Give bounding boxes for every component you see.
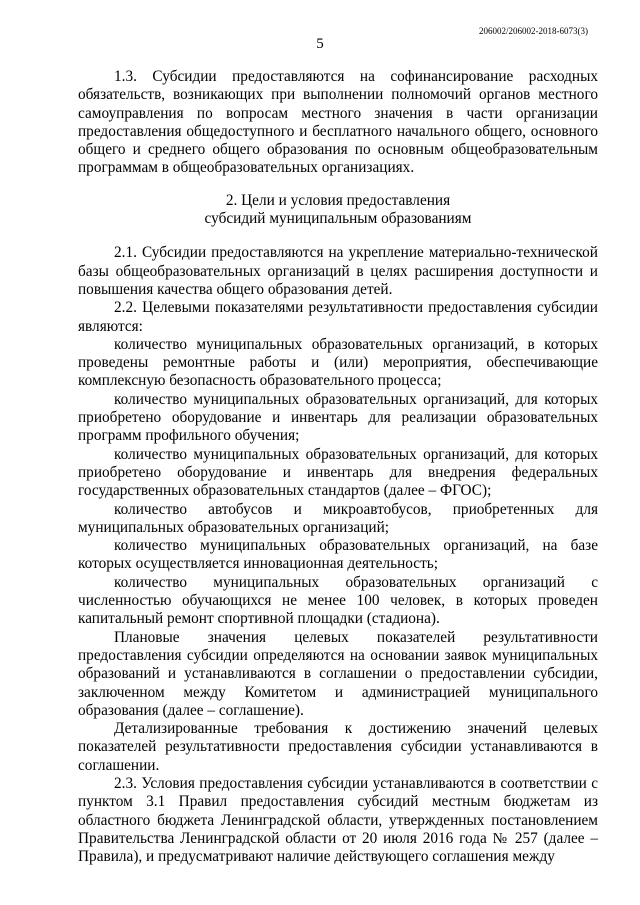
indicator-item: количество муниципальных образовательных организаций, для которых приобретено оборудование и инвентарь для внедрения федеральных государственных образовательных стандартов (далее – ФГОС); xyxy=(78,445,598,500)
section-heading xyxy=(78,192,598,229)
indicator-item: количество муниципальных образовательных организаций с численностью обучающихся не менее 100 человек, в которых проведен капитальный ремонт спортивной площадки (стадиона). xyxy=(78,573,598,628)
page-number: 5 xyxy=(316,36,324,52)
paragraph-2-1: 2.1. Субсидии предоставляются на укрепление материально-технической базы общеобразовательных организаций в целях расширения доступности и повышения качества общего образования детей. xyxy=(78,244,598,298)
document-code: 206002/206002-2018-6073(3) xyxy=(479,26,588,36)
indicator-item: количество муниципальных образовательных организаций, в которых проведены ремонтные работы и (или) мероприятия, обеспечивающие комплексную безопасность образовательного процесса; xyxy=(78,335,598,390)
section-heading-line-2: субсидий муниципальным образованиям xyxy=(204,210,472,228)
document-body xyxy=(78,68,598,866)
indicator-item: количество муниципальных образовательных организаций, для которых приобретено оборудование и инвентарь для реализации образовательных программ профильного обучения; xyxy=(78,390,598,445)
indicator-item: количество автобусов и микроавтобусов, приобретенных для муниципальных образовательных организаций; xyxy=(78,500,598,536)
section-heading-line-1: 2. Цели и условия предоставления xyxy=(225,191,451,209)
paragraph-1-3: 1.3. Субсидии предоставляются на софинансирование расходных обязательств, возникающих при выполнении полномочий органов местного самоуправления по вопросам местного значения в части организации предоставления общедоступного и бесплатного начального общего, основного общего и среднего общего образования по основным общеобразовательным программам в общеобразовательных организациях. xyxy=(78,68,598,177)
paragraph-2-3: 2.3. Условия предоставления субсидии устанавливаются в соответствии с пунктом 3.1 Правил предоставления субсидий местным бюджетам из областного бюджета Ленинградской области, утвержденных постановлением Правительства Ленинградской области от 20 июля 2016 года № 257 (далее – Правила), и предусматривают наличие действующего соглашения между xyxy=(78,774,598,866)
detailed-requirements-paragraph: Детализированные требования к достижению значений целевых показателей результативности предоставления субсидии устанавливаются в соглашении. xyxy=(78,720,598,774)
paragraph-2-2: 2.2. Целевыми показателями результативности предоставления субсидии являются: xyxy=(78,299,598,335)
planned-values-paragraph: Плановые значения целевых показателей результативности предоставления субсидии определяются на основании заявок муниципальных образований и устанавливаются в соглашении о предоставлении субсидии, заключенном между Комитетом и администрацией муниципального образования (далее – соглашение). xyxy=(78,628,598,719)
indicator-item: количество муниципальных образовательных организаций, на базе которых осуществляется инновационная деятельность; xyxy=(78,537,598,573)
